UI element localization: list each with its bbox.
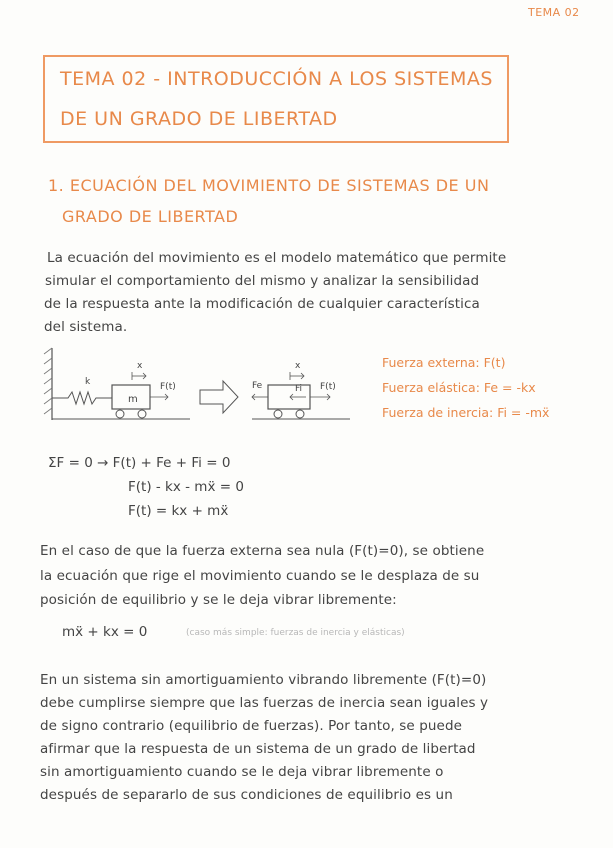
equation-2: F(t) - kx - mẍ = 0 [128, 479, 244, 495]
spring-mass-diagram [40, 340, 360, 440]
para1-line-4: del sistema. [44, 319, 128, 335]
equation-3: F(t) = kx + mẍ [128, 503, 229, 519]
para1-line-3: de la respuesta ante la modificación de cualquier característica [44, 296, 480, 312]
tema-tag: TEMA 02 [528, 6, 580, 19]
mass-label: m [128, 394, 138, 405]
free-equation-note: (caso más simple: fuerzas de inercia y elásticas) [186, 628, 405, 638]
fi-label: Fi [295, 384, 303, 394]
free-equation: mẍ + kx = 0 [62, 624, 148, 640]
section-heading-line-2: GRADO DE LIBERTAD [62, 207, 239, 226]
title-line-2: DE UN GRADO DE LIBERTAD [60, 108, 338, 130]
para3-line-6: después de separarlo de sus condiciones de equilibrio es un [40, 787, 453, 803]
para1-line-1: La ecuación del movimiento es el modelo matemático que permite [47, 250, 507, 266]
section-heading-line-1: 1. ECUACIÓN DEL MOVIMIENTO DE SISTEMAS DE UN [48, 176, 490, 195]
para3-line-3: de signo contrario (equilibrio de fuerzas). Por tanto, se puede [40, 718, 463, 734]
para3-line-2: debe cumplirse siempre que las fuerzas de inercia sean iguales y [40, 695, 489, 711]
fe-label: Fe [252, 381, 263, 391]
disp-label: x [137, 361, 143, 371]
disp-label-right: x [295, 361, 301, 371]
para3-line-5: sin amortiguamiento cuando se le deja vibrar libremente o [40, 764, 444, 780]
para2-line-2: la ecuación que rige el movimiento cuando se le desplaza de su [40, 568, 480, 584]
force-elastic: Fuerza elástica: Fe = -kx [382, 380, 536, 395]
spring-label: k [85, 377, 91, 387]
para1-line-2: simular el comportamiento del mismo y analizar la sensibilidad [45, 273, 480, 289]
force-external: Fuerza externa: F(t) [382, 355, 506, 370]
para2-line-1: En el caso de que la fuerza externa sea nula (F(t)=0), se obtiene [40, 543, 485, 559]
para2-line-3: posición de equilibrio y se le deja vibrar libremente: [40, 592, 397, 608]
para3-line-4: afirmar que la respuesta de un sistema de un grado de libertad [40, 741, 476, 757]
title-line-1: TEMA 02 - INTRODUCCIÓN A LOS SISTEMAS [60, 68, 493, 90]
force-inertia: Fuerza de inercia: Fi = -mẍ [382, 405, 550, 420]
equation-1: ΣF = 0 → F(t) + Fe + Fi = 0 [48, 455, 231, 471]
para3-line-1: En un sistema sin amortiguamiento vibrando libremente (F(t)=0) [40, 672, 487, 688]
force-label-right: F(t) [320, 382, 336, 392]
force-label: F(t) [160, 382, 176, 392]
